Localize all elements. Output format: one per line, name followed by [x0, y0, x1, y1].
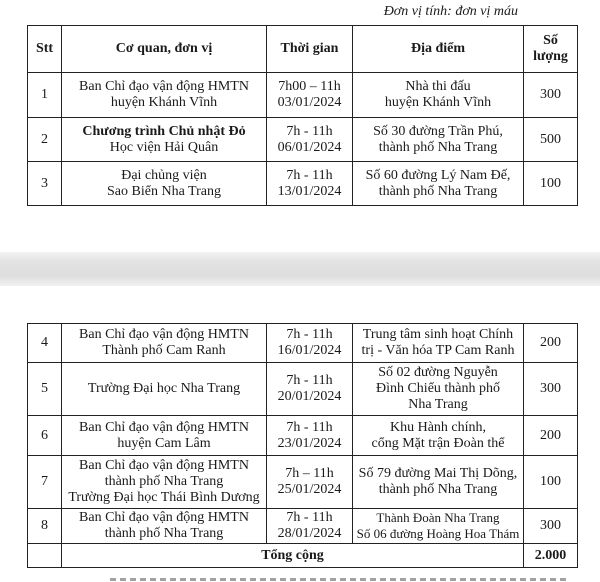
header-qty-line: lượng — [533, 49, 568, 64]
cell-qty: 500 — [524, 118, 578, 162]
agency-line: Sao Biển Nha Trang — [107, 183, 221, 199]
cell-agency — [62, 416, 267, 456]
cell-stt: 4 — [28, 324, 62, 363]
time-line: 7h - 11h — [286, 373, 333, 388]
cell-time — [267, 162, 353, 206]
agency-line: Ban Chỉ đạo vận động HMTN — [79, 79, 249, 94]
agency-line: Đại chủng viện — [121, 167, 207, 183]
agency-line: Ban Chỉ đạo vận động HMTN — [79, 458, 249, 473]
time-line: 7h - 11h — [286, 510, 333, 525]
place-line: trị - Văn hóa TP Cam Ranh — [361, 343, 515, 358]
time-line: 28/01/2024 — [277, 526, 342, 541]
cell-agency — [62, 363, 267, 416]
cell-qty: 300 — [524, 363, 578, 416]
document-page-top — [0, 0, 600, 252]
time-line: 23/01/2024 — [277, 435, 342, 451]
cell-time — [267, 324, 353, 363]
donation-schedule-table-bottom — [27, 323, 578, 568]
cell-place — [353, 118, 524, 162]
cell-place — [353, 73, 524, 118]
header-stt: Stt — [28, 26, 62, 73]
cell-agency — [62, 324, 267, 363]
cell-qty: 200 — [524, 416, 578, 456]
place-line: Số 02 đường Nguyễn — [378, 365, 498, 380]
cell-place — [353, 509, 524, 544]
time-line: 7h – 11h — [285, 466, 334, 481]
table-row — [28, 118, 578, 162]
time-line: 13/01/2024 — [277, 183, 342, 199]
place-line: Đình Chiểu thành phố — [375, 381, 501, 396]
page-break-gap — [0, 252, 600, 286]
place-line: thành phố Nha Trang — [378, 482, 498, 497]
cell-time — [267, 118, 353, 162]
agency-line: thành phố Nha Trang — [104, 526, 224, 541]
time-line: 7h - 11h — [286, 167, 333, 183]
time-line: 7h - 11h — [286, 327, 333, 342]
time-line: 7h - 11h — [286, 419, 333, 435]
time-line: 20/01/2024 — [277, 389, 342, 404]
cell-place — [353, 363, 524, 416]
cell-qty: 100 — [524, 162, 578, 206]
total-label: Tổng cộng — [62, 544, 524, 568]
place-line: huyện Khánh Vĩnh — [384, 95, 492, 110]
cell-agency — [62, 118, 267, 162]
place-line: cổng Mặt trận Đoàn thể — [371, 435, 505, 451]
place-line: thành phố Nha Trang — [378, 139, 498, 155]
cell-time — [267, 73, 353, 118]
time-line: 16/01/2024 — [277, 343, 342, 358]
cell-stt: 7 — [28, 456, 62, 509]
table-row — [28, 162, 578, 206]
donation-schedule-table-top — [27, 25, 578, 206]
unit-note: Đơn vị tính: đơn vị máu — [383, 4, 518, 19]
agency-line: Chương trình Chủ nhật Đỏ — [82, 123, 246, 139]
cell-stt-empty — [28, 544, 62, 568]
agency-line: Học viện Hải Quân — [109, 139, 219, 155]
agency-line: Trường Đại học Nha Trang — [87, 381, 241, 396]
agency-line: huyện Khánh Vĩnh — [110, 95, 218, 110]
place-line: Khu Hành chính, — [389, 419, 487, 435]
agency-line: huyện Cam Lâm — [117, 435, 211, 451]
cell-stt: 1 — [28, 73, 62, 118]
cell-place — [353, 324, 524, 363]
cell-stt: 6 — [28, 416, 62, 456]
place-line: Số 06 đường Hoàng Hoa Thám — [356, 526, 520, 541]
header-qty-line: Số — [543, 33, 558, 48]
cell-agency — [62, 73, 267, 118]
cell-stt: 5 — [28, 363, 62, 416]
table-header-row — [28, 26, 578, 73]
table-row — [28, 324, 578, 363]
header-time: Thời gian — [267, 26, 353, 73]
time-line: 03/01/2024 — [277, 95, 342, 110]
place-line: Nha Trang — [408, 397, 468, 412]
cell-time — [267, 363, 353, 416]
place-line: Thành Đoàn Nha Trang — [376, 510, 500, 525]
total-value: 2.000 — [524, 544, 578, 568]
cell-agency — [62, 456, 267, 509]
place-line: Số 79 đường Mai Thị Dõng, — [358, 466, 518, 481]
time-line: 06/01/2024 — [277, 139, 342, 155]
header-agency: Cơ quan, đơn vị — [62, 26, 267, 73]
place-line: Trung tâm sinh hoạt Chính — [362, 327, 514, 342]
table-row — [28, 363, 578, 416]
place-line: Số 60 đường Lý Nam Đế, — [365, 167, 511, 183]
header-qty — [524, 26, 578, 73]
cell-agency — [62, 509, 267, 544]
agency-line: Ban Chỉ đạo vận động HMTN — [79, 510, 249, 525]
cell-qty: 300 — [524, 73, 578, 118]
time-line: 25/01/2024 — [277, 482, 342, 497]
time-line: 7h00 – 11h — [278, 79, 341, 94]
place-line: thành phố Nha Trang — [378, 183, 498, 199]
cell-place — [353, 416, 524, 456]
table-row — [28, 416, 578, 456]
cell-qty: 200 — [524, 324, 578, 363]
agency-line: thành phố Nha Trang — [104, 474, 224, 489]
time-line: 7h - 11h — [286, 123, 333, 139]
cell-time — [267, 456, 353, 509]
cell-stt: 3 — [28, 162, 62, 206]
agency-line: Thành phố Cam Ranh — [102, 343, 226, 358]
header-place: Địa điểm — [353, 26, 524, 73]
cell-stt: 8 — [28, 509, 62, 544]
total-row — [28, 544, 578, 568]
place-line: Số 30 đường Trần Phú, — [373, 123, 503, 139]
table-row — [28, 456, 578, 509]
cell-time — [267, 416, 353, 456]
agency-line: Ban Chỉ đạo vận động HMTN — [79, 419, 249, 435]
agency-line: Trường Đại học Thái Bình Dương — [68, 490, 260, 505]
table-row — [28, 73, 578, 118]
cell-qty: 300 — [524, 509, 578, 544]
cell-time — [267, 509, 353, 544]
cell-place — [353, 162, 524, 206]
cell-place — [353, 456, 524, 509]
cell-qty: 100 — [524, 456, 578, 509]
table-row — [28, 509, 578, 544]
place-line: Nhà thi đấu — [405, 79, 471, 94]
cell-stt: 2 — [28, 118, 62, 162]
agency-line: Ban Chỉ đạo vận động HMTN — [79, 327, 249, 342]
cell-agency — [62, 162, 267, 206]
